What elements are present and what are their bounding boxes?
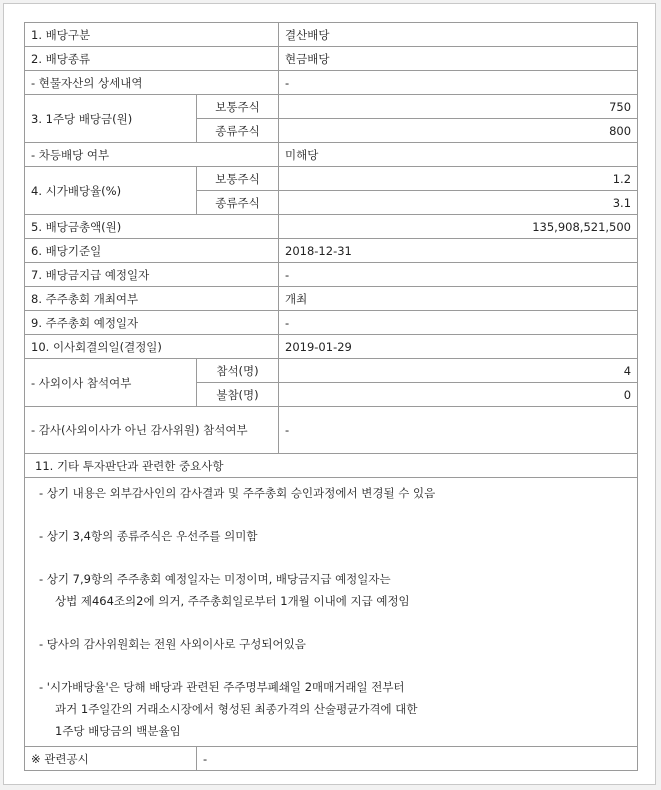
note-item bbox=[39, 525, 627, 547]
row-label: - 차등배당 여부 bbox=[25, 143, 279, 167]
row-value: - bbox=[197, 747, 638, 771]
table-row bbox=[25, 747, 638, 771]
row-value: 3.1 bbox=[279, 191, 638, 215]
row-value: 2019-01-29 bbox=[279, 335, 638, 359]
row-label: - 사외이사 참석여부 bbox=[25, 359, 197, 407]
row-value: 개최 bbox=[279, 287, 638, 311]
row-label: 9. 주주총회 예정일자 bbox=[25, 311, 279, 335]
row-label: 7. 배당금지급 예정일자 bbox=[25, 263, 279, 287]
table-row bbox=[25, 167, 638, 191]
row-label: ※ 관련공시 bbox=[25, 747, 197, 771]
table-row bbox=[25, 478, 638, 747]
table-row bbox=[25, 359, 638, 383]
section-header: 11. 기타 투자판단과 관련한 중요사항 bbox=[25, 454, 638, 478]
table-row bbox=[25, 47, 638, 71]
row-label: 5. 배당금총액(원) bbox=[25, 215, 279, 239]
note-line: - 상기 7,9항의 주주총회 예정일자는 미정이며, 배당금지급 예정일자는 bbox=[39, 572, 391, 586]
table-row bbox=[25, 23, 638, 47]
note-line: - '시가배당율'은 당해 배당과 관련된 주주명부폐쇄일 2매매거래일 전부터 bbox=[39, 680, 405, 694]
table-row bbox=[25, 215, 638, 239]
row-label: 4. 시가배당율(%) bbox=[25, 167, 197, 215]
row-value: 2018-12-31 bbox=[279, 239, 638, 263]
sub-label: 종류주식 bbox=[197, 191, 279, 215]
row-label: 10. 이사회결의일(결정일) bbox=[25, 335, 279, 359]
table-row bbox=[25, 143, 638, 167]
table-row bbox=[25, 71, 638, 95]
row-value: 현금배당 bbox=[279, 47, 638, 71]
table-row bbox=[25, 263, 638, 287]
row-label: 8. 주주총회 개최여부 bbox=[25, 287, 279, 311]
row-value: 0 bbox=[279, 383, 638, 407]
sub-label: 종류주식 bbox=[197, 119, 279, 143]
note-line: - 상기 3,4항의 종류주식은 우선주를 의미함 bbox=[39, 529, 258, 543]
note-line: 과거 1주일간의 거래소시장에서 형성된 최종가격의 산술평균가격에 대한 bbox=[55, 702, 418, 716]
notes-cell bbox=[25, 478, 638, 747]
sub-label: 보통주식 bbox=[197, 95, 279, 119]
sub-label: 불참(명) bbox=[197, 383, 279, 407]
note-line: - 당사의 감사위원회는 전원 사외이사로 구성되어있음 bbox=[39, 637, 306, 651]
note-item bbox=[39, 482, 627, 504]
row-value: 800 bbox=[279, 119, 638, 143]
note-line: - 상기 내용은 외부감사인의 감사결과 및 주주총회 승인과정에서 변경될 수 있음 bbox=[39, 486, 436, 500]
row-label: - 현물자산의 상세내역 bbox=[25, 71, 279, 95]
row-value: - bbox=[279, 311, 638, 335]
row-value: 4 bbox=[279, 359, 638, 383]
table-row bbox=[25, 335, 638, 359]
note-line: 상법 제464조의2에 의거, 주주총회일로부터 1개월 이내에 지급 예정임 bbox=[55, 594, 410, 608]
row-value: 750 bbox=[279, 95, 638, 119]
row-label: - 감사(사외이사가 아닌 감사위원) 참석여부 bbox=[25, 407, 279, 454]
table-row bbox=[25, 95, 638, 119]
table-row bbox=[25, 239, 638, 263]
row-value: - bbox=[279, 407, 638, 454]
note-item bbox=[39, 568, 627, 612]
row-value: 1.2 bbox=[279, 167, 638, 191]
note-line: 1주당 배당금의 백분율임 bbox=[55, 724, 181, 738]
row-value: - bbox=[279, 71, 638, 95]
note-item bbox=[39, 676, 627, 742]
row-value: - bbox=[279, 263, 638, 287]
row-value: 135,908,521,500 bbox=[279, 215, 638, 239]
row-value: 미해당 bbox=[279, 143, 638, 167]
row-label: 6. 배당기준일 bbox=[25, 239, 279, 263]
table-row bbox=[25, 454, 638, 478]
row-label: 3. 1주당 배당금(원) bbox=[25, 95, 197, 143]
dividend-disclosure-table bbox=[24, 22, 638, 771]
sub-label: 보통주식 bbox=[197, 167, 279, 191]
sub-label: 참석(명) bbox=[197, 359, 279, 383]
table-row bbox=[25, 287, 638, 311]
row-value: 결산배당 bbox=[279, 23, 638, 47]
table-row bbox=[25, 311, 638, 335]
row-label: 1. 배당구분 bbox=[25, 23, 279, 47]
note-item bbox=[39, 633, 627, 655]
row-label: 2. 배당종류 bbox=[25, 47, 279, 71]
table-row bbox=[25, 407, 638, 454]
